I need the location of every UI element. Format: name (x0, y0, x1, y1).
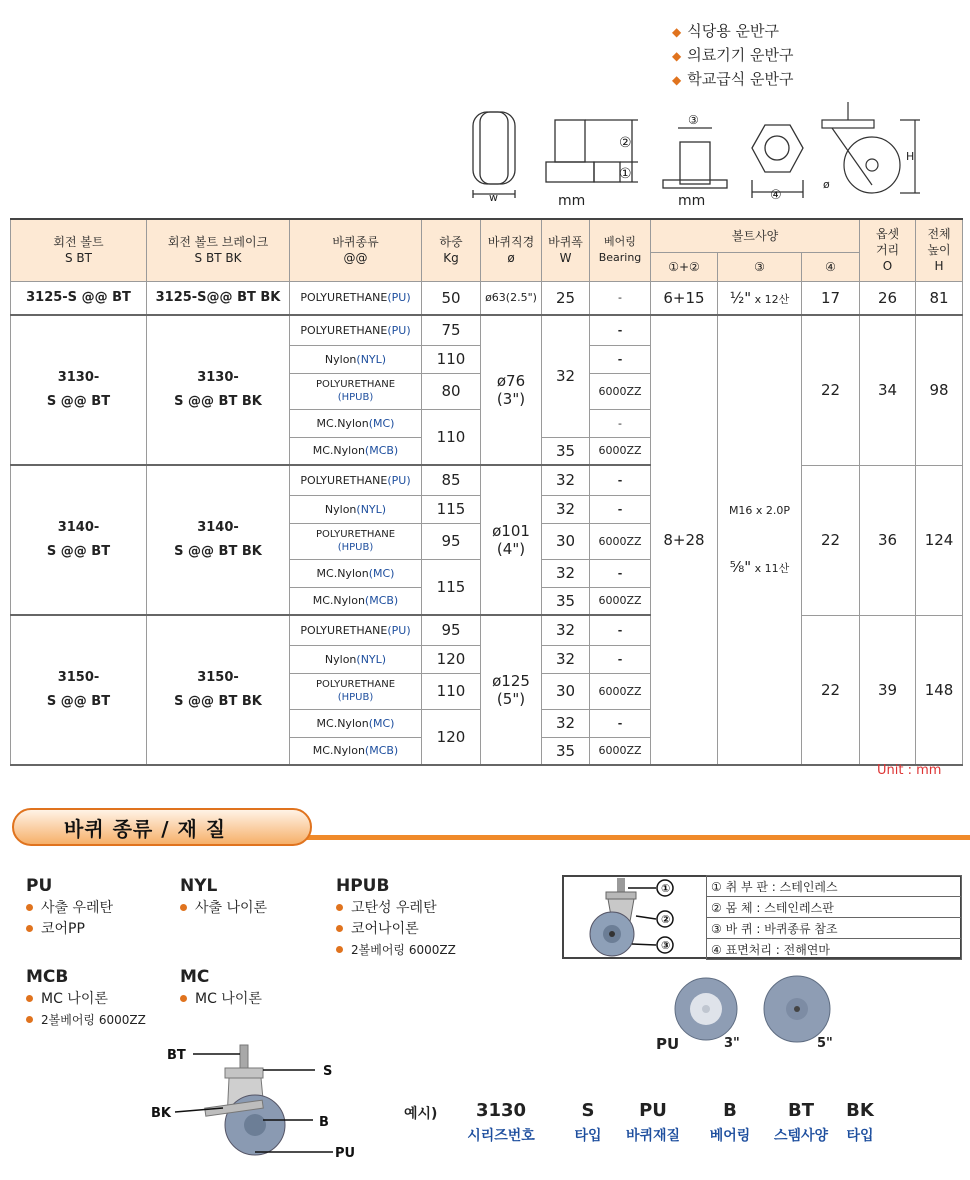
wheel-type: MC.Nylon(MC) (290, 409, 422, 437)
wheel-type: Nylon(NYL) (290, 645, 422, 673)
width: 32 (542, 315, 590, 437)
wheel-type: POLYURETHANE(PU) (290, 465, 422, 495)
example-code: PU 바퀴재질 (625, 1100, 681, 1144)
width: 32 (542, 559, 590, 587)
usage-item: ◆ 학교급식 운반구 (672, 70, 794, 88)
width: 32 (542, 615, 590, 645)
height: 81 (916, 281, 963, 315)
section-divider (300, 835, 970, 840)
bearing: - (590, 495, 651, 523)
model-swivel: 3125-S @@ BT (11, 281, 147, 315)
bullet-icon (26, 904, 33, 911)
header-height: 전체 높이 H (916, 219, 963, 281)
bullet-icon (26, 925, 33, 932)
bullet-icon (336, 904, 343, 911)
load: 95 (422, 615, 481, 645)
offset: 36 (860, 465, 916, 615)
table-row (11, 281, 963, 315)
label-s: S (323, 1064, 333, 1079)
header-swivel: 회전 볼트 S BT (11, 219, 147, 281)
header-wheel-type: 바퀴종류 @@ (290, 219, 422, 281)
wheel-type: POLYURETHANE(PU) (290, 615, 422, 645)
header-bolt: 볼트사양 (651, 219, 860, 252)
width: 35 (542, 587, 590, 615)
callout-1: ① (661, 882, 671, 895)
bullet-icon (336, 946, 343, 953)
bearing: 6000ZZ (590, 437, 651, 465)
bearing: - (590, 465, 651, 495)
bullet-icon (336, 925, 343, 932)
H-label: H (906, 150, 915, 163)
label-b: B (319, 1115, 329, 1130)
load: 85 (422, 465, 481, 495)
bolt-4: 22 (802, 315, 860, 465)
offset: 26 (860, 281, 916, 315)
table-row (11, 465, 963, 495)
diameter: ø125 (5") (481, 615, 542, 765)
load: 120 (422, 709, 481, 765)
bearing: - (590, 645, 651, 673)
wheel-type: POLYURETHANE(PU) (290, 315, 422, 345)
list-item: 2볼베어링 6000ZZ (336, 940, 456, 961)
material-nyl: NYL 사출 나이론 (180, 876, 267, 919)
wheel-type: MC.Nylon(MC) (290, 709, 422, 737)
load: 115 (422, 559, 481, 615)
label-bt: BT (167, 1048, 186, 1063)
width: 35 (542, 437, 590, 465)
list-item: 2볼베어링 6000ZZ (26, 1010, 146, 1031)
wheel-size-5: 5" (817, 1036, 833, 1051)
wheel-type: MC.Nylon(MC) (290, 559, 422, 587)
example-label: 예시) (404, 1106, 438, 1122)
load: 110 (422, 409, 481, 465)
w-label: w (489, 191, 498, 204)
mm-label: mm (678, 193, 706, 209)
load: 50 (422, 281, 481, 315)
wheel-type: MC.Nylon(MCB) (290, 437, 422, 465)
height: 124 (916, 465, 963, 615)
list-item: 사출 우레탄 (26, 898, 113, 919)
mm-label: mm (558, 193, 586, 209)
header-brake: 회전 볼트 브레이크 S BT BK (147, 219, 290, 281)
model-brake: 3125-S@@ BT BK (147, 281, 290, 315)
header-width: 바퀴폭 W (542, 219, 590, 281)
wheel-type: POLYURETHANE (HPUB) (290, 373, 422, 409)
dimension-diagrams (460, 100, 930, 210)
bullet-icon (26, 995, 33, 1002)
example-code: 3130 시리즈번호 (467, 1100, 535, 1144)
load: 95 (422, 523, 481, 559)
diameter: ø63(2.5") (481, 281, 542, 315)
width: 30 (542, 673, 590, 709)
wheel-type: Nylon(NYL) (290, 345, 422, 373)
width: 32 (542, 465, 590, 495)
wheel-type: POLYURETHANE (HPUB) (290, 523, 422, 559)
list-item: 코어PP (26, 919, 113, 940)
bearing: 6000ZZ (590, 373, 651, 409)
height: 148 (916, 615, 963, 765)
callout-4: ④ (770, 188, 782, 203)
wheel-size-3: 3" (724, 1036, 740, 1051)
header-offset: 옵셋 거리 O (860, 219, 916, 281)
bolt-3: ½" x 12산 (718, 281, 802, 315)
section-title: 바퀴 종류 / 재 질 (12, 808, 312, 846)
material-mcb: MCB MC 나이론 2볼베어링 6000ZZ (26, 967, 146, 1031)
wheel-type-label: PU (656, 1035, 680, 1053)
bolt-12: 6+15 (651, 281, 718, 315)
bearing: 6000ZZ (590, 737, 651, 765)
bolt-12: 8+28 (651, 315, 718, 765)
parts-row: ④ 표면처리 : 전해연마 (707, 939, 962, 960)
bolt-4: 17 (802, 281, 860, 315)
header-diameter: 바퀴직경 ø (481, 219, 542, 281)
caster-parts-illustration (570, 878, 706, 958)
bullet-icon (180, 904, 187, 911)
usage-item: ◆ 식당용 운반구 (672, 22, 779, 40)
caster-side-diagram (822, 102, 920, 193)
bearing: 6000ZZ (590, 523, 651, 559)
wheel-type: Nylon(NYL) (290, 495, 422, 523)
table-row (11, 315, 963, 345)
parts-row: ② 몸 체 : 스테인레스판 (707, 897, 962, 918)
load: 110 (422, 673, 481, 709)
example-code: BK 타입 (846, 1100, 874, 1144)
bearing: - (590, 709, 651, 737)
table-row (11, 615, 963, 645)
example-code: BT 스템사양 (773, 1100, 829, 1144)
caster-label-illustration (145, 1040, 375, 1165)
bearing: - (590, 615, 651, 645)
diamond-bullet-icon: ◆ (672, 49, 682, 63)
parts-legend (706, 875, 962, 960)
offset: 39 (860, 615, 916, 765)
load: 75 (422, 315, 481, 345)
height: 98 (916, 315, 963, 465)
list-item: 고탄성 우레탄 (336, 898, 456, 919)
load: 110 (422, 345, 481, 373)
load: 115 (422, 495, 481, 523)
wheel-type: POLYURETHANE (HPUB) (290, 673, 422, 709)
wheel-type: MC.Nylon(MCB) (290, 737, 422, 765)
load: 120 (422, 645, 481, 673)
width: 32 (542, 709, 590, 737)
bearing: - (590, 409, 651, 437)
callout-2: ② (661, 913, 671, 926)
usage-list (672, 20, 793, 92)
model-swivel: 3140- S @@ BT (11, 465, 147, 615)
callout-3: ③ (661, 939, 671, 952)
header-load: 하중 Kg (422, 219, 481, 281)
wheel-front-diagram (473, 112, 515, 198)
list-item: MC 나이론 (26, 989, 146, 1010)
material-hpub: HPUB 고탄성 우레탄 코어나이론 2볼베어링 6000ZZ (336, 876, 456, 961)
stem-diagram (663, 128, 727, 188)
list-item: 코어나이론 (336, 919, 456, 940)
bullet-icon (26, 1016, 33, 1023)
width: 30 (542, 523, 590, 559)
label-pu: PU (335, 1146, 356, 1161)
bolt-4: 22 (802, 615, 860, 765)
header-bolt-3: ③ (718, 252, 802, 281)
width: 35 (542, 737, 590, 765)
diameter-symbol: ø (823, 178, 830, 191)
bolt-3: M16 x 2.0P ⅝" x 11산 (718, 315, 802, 765)
model-swivel: 3130- S @@ BT (11, 315, 147, 465)
list-item: 사출 나이론 (180, 898, 267, 919)
spec-table (10, 218, 963, 766)
diameter: ø101 (4") (481, 465, 542, 615)
header-bolt-12: ①+② (651, 252, 718, 281)
diamond-bullet-icon: ◆ (672, 25, 682, 39)
wheel-type: MC.Nylon(MCB) (290, 587, 422, 615)
model-swivel: 3150- S @@ BT (11, 615, 147, 765)
bearing: - (590, 281, 651, 315)
parts-row: ③ 바 퀴 : 바퀴종류 참조 (707, 918, 962, 939)
callout-3: ③ (688, 113, 699, 127)
bullet-icon (180, 995, 187, 1002)
usage-item: ◆ 의료기기 운반구 (672, 46, 794, 64)
label-bk: BK (151, 1106, 171, 1121)
callout-2: ② (619, 135, 632, 151)
bolt-4: 22 (802, 465, 860, 615)
unit-note: Unit : mm (877, 763, 942, 778)
material-pu: PU 사출 우레탄 코어PP (26, 876, 113, 940)
offset: 34 (860, 315, 916, 465)
parts-row: ① 취 부 판 : 스테인레스 (707, 876, 962, 897)
material-mc: MC MC 나이론 (180, 967, 262, 1010)
model-brake: 3140- S @@ BT BK (147, 465, 290, 615)
bearing: - (590, 559, 651, 587)
header-bolt-4: ④ (802, 252, 860, 281)
diameter: ø76 (3") (481, 315, 542, 465)
bearing: - (590, 315, 651, 345)
diamond-bullet-icon: ◆ (672, 73, 682, 87)
load: 80 (422, 373, 481, 409)
wheel-samples (640, 975, 860, 1055)
example-code: B 베어링 (709, 1100, 751, 1144)
header-bearing: 베어링 Bearing (590, 219, 651, 281)
model-brake: 3130- S @@ BT BK (147, 315, 290, 465)
model-brake: 3150- S @@ BT BK (147, 615, 290, 765)
width: 32 (542, 495, 590, 523)
bearing: 6000ZZ (590, 587, 651, 615)
bearing: 6000ZZ (590, 673, 651, 709)
bearing: - (590, 345, 651, 373)
callout-1: ① (619, 166, 632, 182)
wheel-type: POLYURETHANE(PU) (290, 281, 422, 315)
width: 32 (542, 645, 590, 673)
width: 25 (542, 281, 590, 315)
example-code: S 타입 (574, 1100, 602, 1144)
list-item: MC 나이론 (180, 989, 262, 1010)
